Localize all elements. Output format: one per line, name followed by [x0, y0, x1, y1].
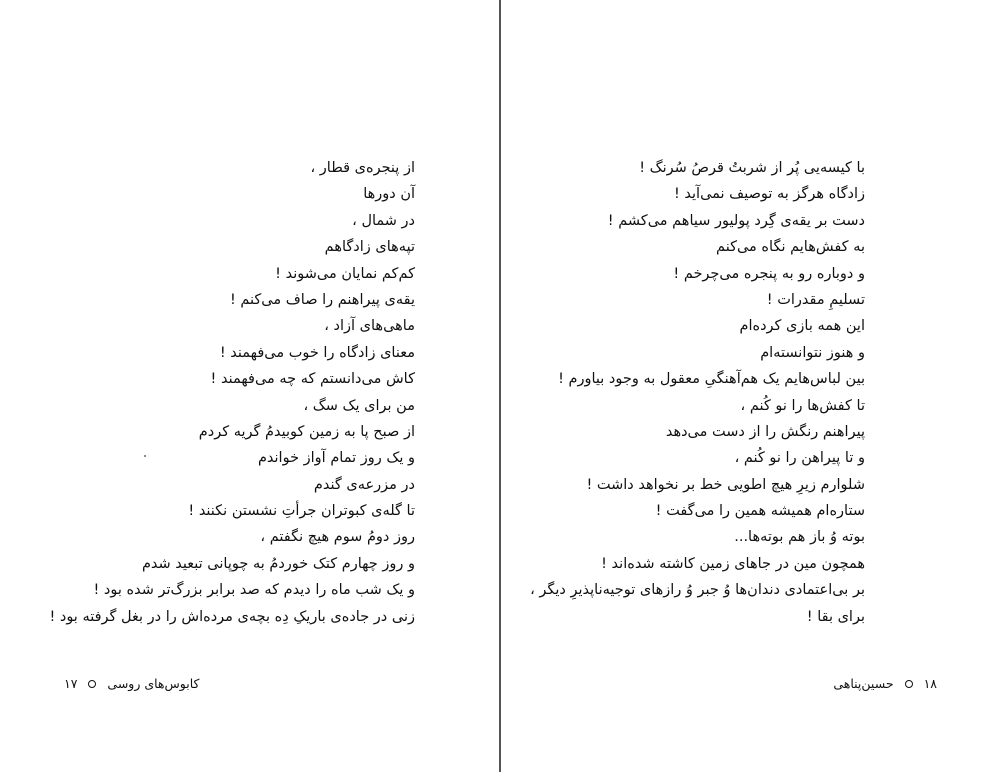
poem-line: کاش می‌دانستم که چه می‌فهمند ! — [210, 371, 415, 388]
poem-line: تا گله‌ی کبوتران جرأتِ نشستن نکنند ! — [188, 503, 415, 520]
poem-line: آن دورها — [363, 186, 415, 203]
poem-line: و هنوز نتوانسته‌ام — [760, 344, 865, 361]
poem-line: برای بقا ! — [806, 608, 865, 625]
poem-line: یقه‌ی پیراهنم را صاف می‌کنم ! — [229, 291, 415, 308]
poem-line: و دوباره رو به پنجره می‌چرخم ! — [673, 265, 865, 282]
circle-separator-icon — [905, 680, 913, 688]
left-page-poem — [49, 155, 415, 630]
poem-line: تپه‌های زادگاهم — [324, 239, 415, 256]
poem-line: زنی در جاده‌ی باریکِ دِه بچه‌ی مرده‌اش را در بغل گرفته بود ! — [49, 608, 415, 625]
poem-line: دست بر یقه‌ی گِرد پولیور سیاهم می‌کشم ! — [607, 212, 865, 229]
poem-line: همچون مین در جاهای زمین کاشته شده‌اند ! — [601, 555, 865, 572]
book-title: کابوس‌های روسی — [107, 675, 200, 691]
poem-line: بوته وُ باز هم بوته‌ها... — [734, 529, 865, 546]
poem-line: ماهی‌های آزاد ، — [324, 318, 415, 335]
poem-line: بین لباس‌هایم یک هم‌آهنگیِ معقول به وجود بیاورم ! — [558, 371, 865, 388]
poem-line: زادگاه هرگز به توصیف نمی‌آید ! — [673, 186, 865, 203]
poem-line: کم‌کم نمایان می‌شوند ! — [275, 265, 415, 282]
poem-line: در مزرعه‌ی گندم — [313, 476, 415, 493]
poem-line: بر بی‌اعتمادی دندان‌ها وُ جبر وُ رازهای توجیه‌ناپذیرِ دیگر ، — [530, 582, 865, 599]
poem-line: و تا پیراهن را نو کُنم ، — [734, 450, 865, 467]
author-name: حسین‌پناهی — [833, 675, 894, 691]
poem-line: ستاره‌ام همیشه همین را می‌گفت ! — [655, 503, 865, 520]
poem-line: و یک شب ماه را دیدم که صد برابر بزرگ‌تر شده بود ! — [93, 582, 415, 599]
poem-line: این همه بازی کرده‌ام — [739, 318, 865, 335]
poem-line: از صبح پا به زمین کوبیدمُ گریه کردم — [198, 423, 415, 440]
poem-line: شلوارم زیرِ هیچ اطویی خط بر نخواهد داشت ! — [586, 476, 865, 493]
right-page-poem — [530, 155, 865, 630]
poem-line: و روز چهارم کتک خوردمُ به چوپانی تبعید شدم — [141, 555, 415, 572]
book-spine-divider — [499, 0, 501, 772]
circle-separator-icon — [88, 680, 96, 688]
poem-line: من برای یک سگ ، — [303, 397, 415, 414]
poem-line: تا کفش‌ها را نو کُنم ، — [740, 397, 865, 414]
poem-line: معنای زادگاه را خوب می‌فهمند ! — [219, 344, 415, 361]
stray-ink-mark — [144, 455, 146, 457]
page-number: ۱۷ — [64, 675, 78, 691]
poem-line: در شمال ، — [352, 212, 415, 229]
poem-line: و یک روز تمام آواز خواندم — [257, 450, 415, 467]
poem-line: تسلیمِ مقدرات ! — [766, 291, 865, 308]
left-page-footer — [64, 674, 199, 693]
poem-line: به کفش‌هایم نگاه می‌کنم — [716, 239, 865, 256]
poem-line: روز دومُ سوم هیچ نگفتم ، — [260, 529, 415, 546]
poem-line: پیراهنم رنگش را از دست می‌دهد — [665, 423, 865, 440]
poem-line: از پنجره‌ی قطار ، — [310, 160, 415, 176]
page-number: ۱۸ — [923, 675, 937, 691]
poem-line: با کیسه‌یی پُر از شربتُ قرصُ سُرنگ ! — [639, 160, 865, 176]
right-page-footer — [833, 674, 937, 693]
